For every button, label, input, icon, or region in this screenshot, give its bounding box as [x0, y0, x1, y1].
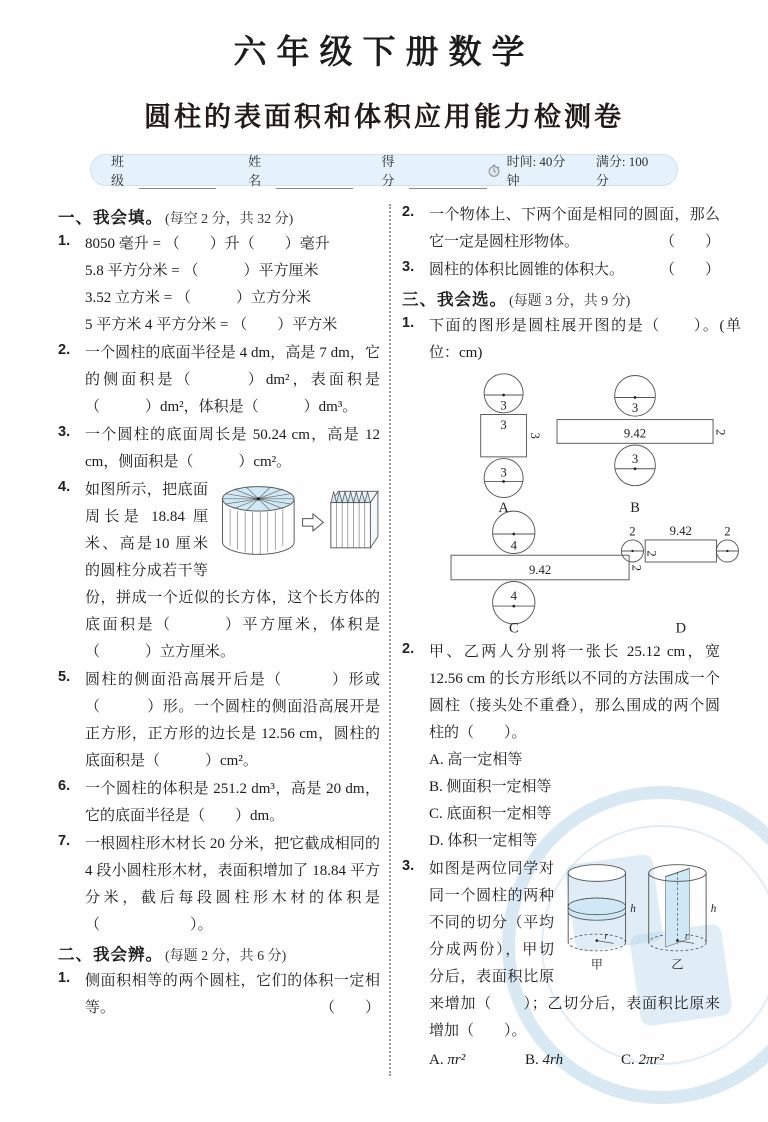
item-text-content: 如图所示，把底面周长是 18.84 厘米、高是10 厘米的圆柱分成若干等份，拼成一个近似的长方体，这个长方体的底面积是（ ）平方厘米，体积是（ ）立方厘米。	[85, 482, 380, 660]
option-formula: 2πr²	[638, 1052, 664, 1068]
question-text: 如图是两位同学对同一个圆柱的两种不同的切分（平均分成两份），甲切分后，表面积比原来增加（ ）；乙切分后，表面积比原来增加（ ）。	[429, 861, 720, 1039]
net-option-a-label: A	[498, 499, 509, 516]
net-a-square-height: 3	[527, 432, 542, 439]
choose-item-1	[402, 313, 741, 638]
item-number: 2.	[58, 342, 71, 358]
judge-item-1	[58, 968, 380, 1022]
cylinder-cut-figure	[558, 858, 720, 976]
net-b-rect-length: 9.42	[623, 426, 647, 441]
net-c-rect-height: 2	[629, 564, 644, 572]
cut-yi-radius-label: r	[684, 930, 689, 942]
class-label: 班级	[111, 154, 125, 188]
section-fill-number: 一、	[58, 209, 93, 227]
cut-jia-height-label: h	[630, 902, 636, 915]
fill-item-2	[58, 340, 380, 421]
net-d-right-diameter: 2	[724, 524, 731, 539]
name-blank-line	[276, 175, 353, 189]
net-c-rect-length: 9.42	[528, 562, 552, 577]
section-fill-heading	[58, 204, 380, 228]
item-text	[429, 202, 720, 256]
net-c-bottom-diameter: 4	[510, 589, 517, 604]
fill-item-3	[58, 422, 380, 476]
clock-icon	[487, 163, 501, 178]
question-text: 甲、乙两人分别将一张长 25.12 cm，宽 12.56 cm 的长方形纸以不同的方法围成一个圆柱（接头处不重叠），那么围成的两个圆柱的（ ）。	[429, 644, 720, 741]
item-number: 3.	[58, 424, 71, 440]
net-b-rect-height: 2	[713, 429, 728, 436]
item-text: 一个圆柱的体积是 251.2 dm³，高是 20 dm，它的底面半径是（ ）dm。	[85, 781, 380, 824]
conversion-line: 5.8 平方分米 = （ ）平方厘米	[85, 263, 319, 279]
conversion-line: 3.52 立方米 = （ ）立方分米	[85, 290, 311, 306]
formula-options	[429, 1045, 720, 1075]
answer-parentheses: （ ）	[659, 262, 720, 278]
section-choose-heading	[402, 286, 720, 310]
item-number: 5.	[58, 669, 71, 685]
time-info	[487, 151, 657, 189]
item-number: 2.	[402, 641, 415, 657]
section-judge-title: 我会辨。	[93, 946, 163, 964]
net-c-top-diameter: 4	[510, 538, 517, 553]
net-b-top-diameter: 3	[631, 400, 639, 415]
section-choose-number: 三、	[402, 291, 437, 309]
class-blank-line	[139, 175, 216, 189]
fill-item-5	[58, 667, 380, 775]
page-subtitle: 圆柱的表面积和体积应用能力检测卷	[144, 102, 624, 132]
cut-jia-label: 甲	[590, 957, 603, 972]
student-info-bar	[90, 154, 678, 186]
score-label: 得分	[381, 154, 395, 188]
cut-yi-height-label: h	[710, 902, 717, 915]
choose-item-2	[402, 639, 720, 855]
option-b	[525, 1045, 621, 1075]
option-letter: A.	[429, 1052, 444, 1068]
item-text	[85, 968, 380, 1022]
item-number: 3.	[402, 259, 415, 275]
option-formula: πr²	[447, 1052, 466, 1068]
section-judge-points: (每题 2 分，共 6 分)	[165, 949, 287, 964]
judge-item-3	[402, 257, 720, 284]
net-d-left-diameter: 2	[629, 524, 636, 539]
item-text: 一根圆柱形木材长 20 分米，把它截成相同的 4 段小圆柱形木材，表面积增加了 18.84 平方分米，截后每段圆柱形木材的体积是（ ）。	[85, 836, 380, 933]
option-letter: C.	[621, 1052, 635, 1068]
conversion-line: 5 平方米 4 平方分米 = （ ）平方米	[85, 317, 338, 333]
net-d-rect-length: 9.42	[669, 523, 692, 538]
section-choose-title: 我会选。	[437, 291, 507, 309]
section-fill-title: 我会填。	[93, 209, 163, 227]
item-text	[85, 231, 380, 339]
net-b-bottom-diameter: 3	[631, 451, 639, 466]
class-field	[111, 151, 216, 189]
net-option-d-label: D	[675, 620, 687, 636]
section-judge-heading	[58, 941, 380, 965]
fill-item-1	[58, 231, 380, 339]
left-column	[58, 202, 380, 1076]
net-option-c-label: C	[508, 620, 519, 636]
name-label: 姓名	[248, 154, 262, 188]
section-fill-points: (每空 2 分，共 32 分)	[165, 212, 294, 227]
score-field	[382, 151, 487, 189]
option-b: B. 侧面积一定相等	[429, 779, 552, 795]
item-text: 一个圆柱的底面半径是 4 dm，高是 7 dm，它的侧面积是（ ）dm²，表面积是（ ）dm²，体积是（ ）dm³。	[85, 345, 380, 415]
item-text: 一个圆柱的底面周长是 50.24 cm，高是 12 cm，侧面积是（ ）cm²。	[85, 427, 380, 470]
item-text: 圆柱的侧面沿高展开后是（ ）形或（ ）形。一个圆柱的侧面沿高展开是正方形，正方形的边长是 12.56 cm，圆柱的底面积是（ ）cm²。	[85, 672, 380, 769]
item-number: 3.	[402, 858, 415, 874]
cylinder-to-prism-figure	[212, 480, 380, 561]
cut-jia-radius-label: r	[604, 930, 609, 942]
item-text	[429, 856, 720, 1075]
item-number: 4.	[58, 479, 71, 495]
option-a	[429, 1045, 525, 1075]
time-limit-text: 时间: 40分钟	[506, 154, 566, 188]
question-text: 下面的图形是圆柱展开图的是（ ）。(单位：cm)	[429, 318, 741, 361]
item-number: 2.	[402, 204, 415, 220]
cylinder-nets-figure	[429, 371, 741, 636]
item-text	[429, 257, 720, 284]
statement-text: 侧面积相等的两个圆柱，它们的体积一定相等。	[85, 973, 380, 1016]
net-a-bottom-diameter: 3	[500, 465, 507, 480]
statement-text: 一个物体上、下两个面是相同的圆面，那么它一定是圆柱形物体。	[429, 207, 720, 250]
net-d-rect-height: 2	[644, 550, 659, 557]
item-text	[429, 639, 720, 855]
item-number: 1.	[58, 233, 71, 249]
judge-item-2	[402, 202, 720, 256]
item-text	[429, 313, 741, 638]
net-a-square-width: 3	[500, 417, 507, 432]
option-c: C. 底面积一定相等	[429, 806, 552, 822]
option-letter: B.	[525, 1052, 539, 1068]
net-a-top-diameter: 3	[500, 398, 507, 413]
item-number: 7.	[58, 833, 71, 849]
page-title: 六年级下册数学	[233, 35, 535, 71]
option-c	[621, 1045, 717, 1075]
conversion-line: 8050 毫升 = （ ）升（ ）毫升	[85, 236, 330, 252]
answer-parentheses: （ ）	[319, 1000, 380, 1016]
column-divider	[389, 204, 391, 1076]
item-number: 6.	[58, 778, 71, 794]
option-d: D. 体积一定相等	[429, 833, 538, 849]
choose-item-3	[402, 856, 720, 1075]
score-blank-line	[409, 175, 486, 189]
item-text	[85, 477, 380, 666]
option-formula: 4rh	[542, 1052, 564, 1068]
fill-item-4	[58, 477, 380, 666]
right-column	[402, 202, 741, 1076]
item-number: 1.	[58, 970, 71, 986]
paper-body	[58, 202, 741, 1076]
full-score-text: 满分: 100分	[595, 154, 649, 188]
answer-parentheses: （ ）	[659, 234, 720, 250]
option-a: A. 高一定相等	[429, 752, 523, 768]
section-choose-points: (每题 3 分，共 9 分)	[509, 294, 631, 309]
name-field	[248, 151, 353, 189]
fill-item-7	[58, 831, 380, 939]
cut-yi-label: 乙	[671, 957, 684, 972]
section-judge-number: 二、	[58, 946, 93, 964]
item-number: 1.	[402, 315, 415, 331]
net-option-b-label: B	[630, 499, 640, 516]
fill-item-6	[58, 776, 380, 830]
statement-text: 圆柱的体积比圆锥的体积大。	[429, 262, 625, 278]
